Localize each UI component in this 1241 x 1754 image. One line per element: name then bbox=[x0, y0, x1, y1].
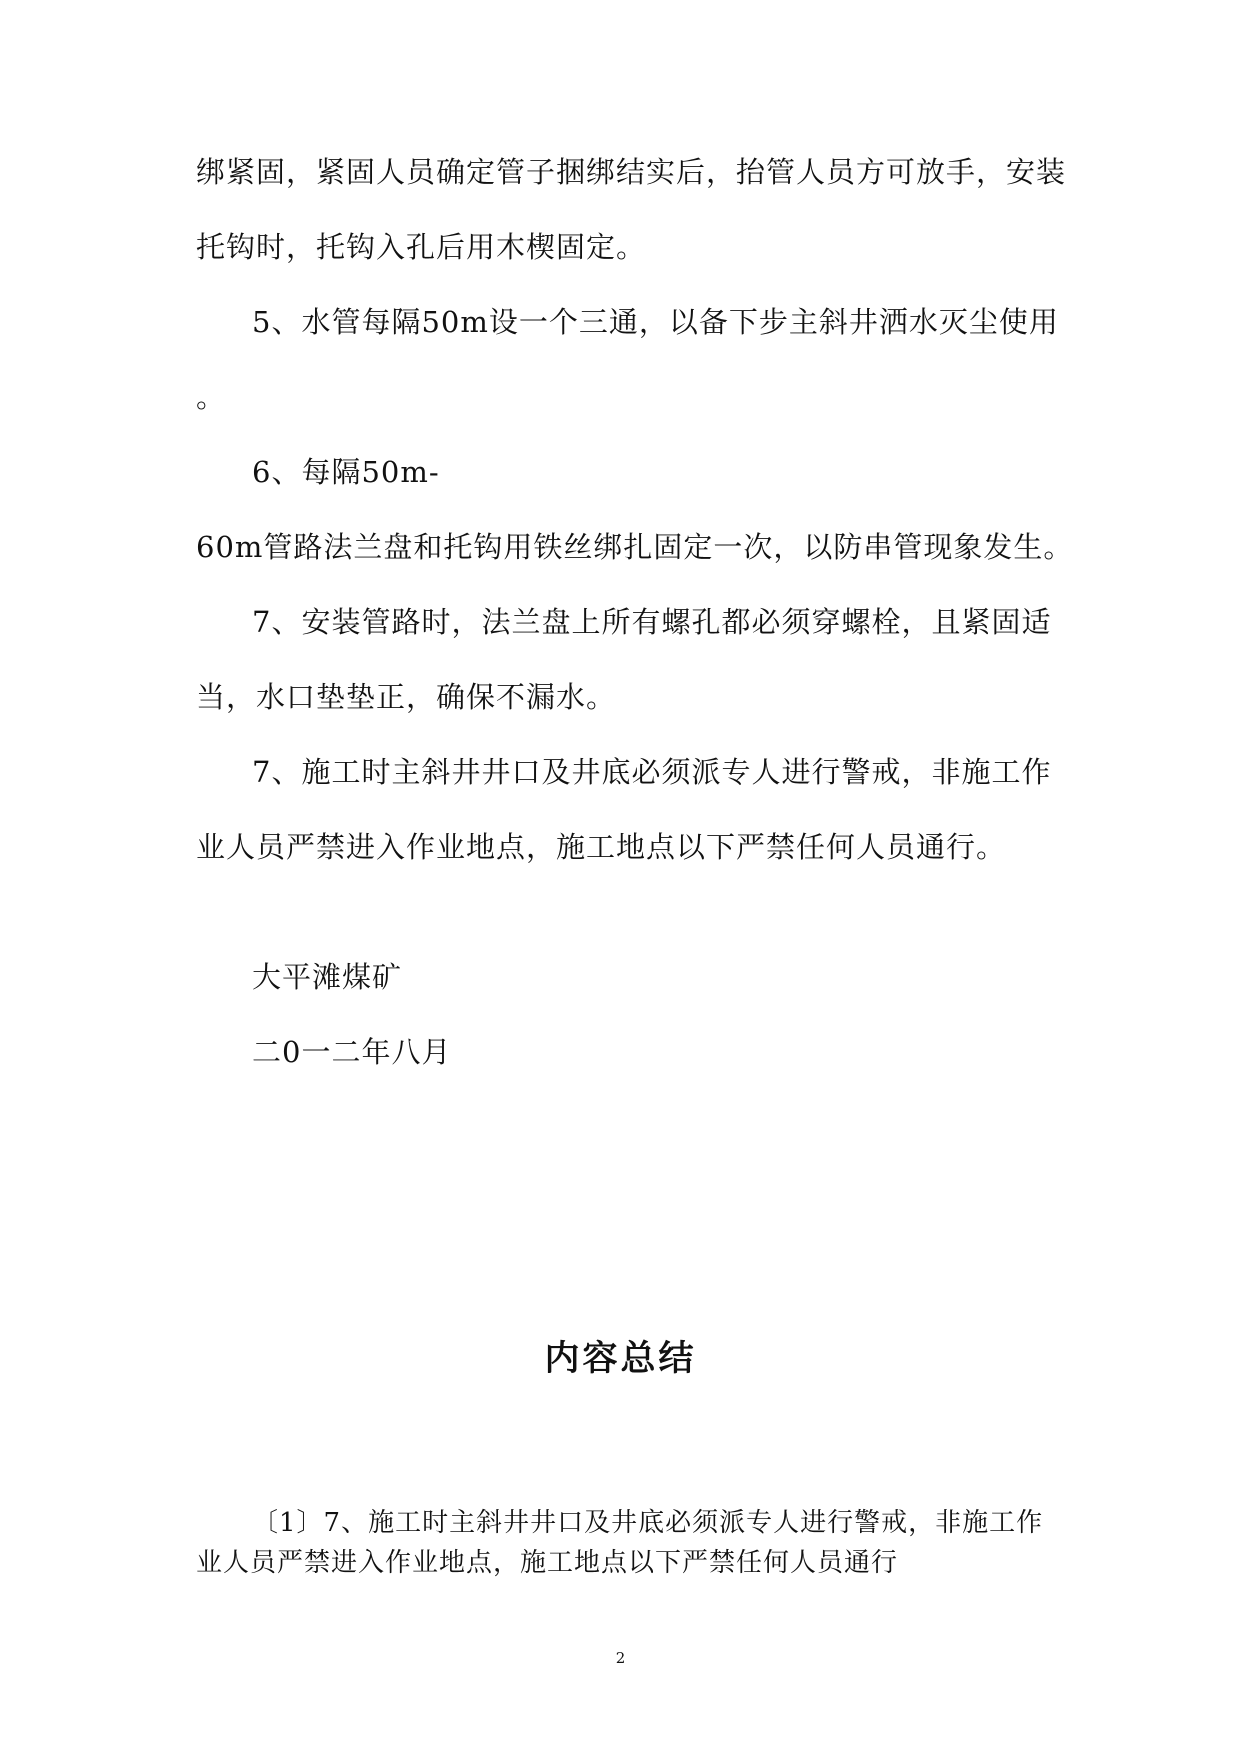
summary-title: 内容总结 bbox=[544, 1339, 697, 1379]
summary-line: 业人员严禁进入作业地点，施工地点以下严禁任何人员通行 bbox=[196, 1548, 899, 1578]
body-line: 60m管路法兰盘和托钩用铁丝绑扎固定一次，以防串管现象发生。 bbox=[196, 530, 1074, 564]
body-line: 绑紧固，紧固人员确定管子捆绑结实后，抬管人员方可放手，安装 bbox=[196, 155, 1067, 189]
body-line: 托钩时，托钩入孔后用木楔固定。 bbox=[196, 230, 647, 264]
body-line: 7、安装管路时，法兰盘上所有螺孔都必须穿螺栓，且紧固适 bbox=[252, 605, 1052, 639]
body-line: 5、水管每隔50m设一个三通，以备下步主斜井洒水灭尘使用 bbox=[252, 305, 1059, 339]
body-line: 6、每隔50m- bbox=[252, 455, 440, 489]
body-line: 。 bbox=[196, 380, 227, 414]
body-line: 业人员严禁进入作业地点，施工地点以下严禁任何人员通行。 bbox=[196, 830, 1007, 864]
body-line: 当，水口垫垫正，确保不漏水。 bbox=[196, 680, 617, 714]
body-line: 7、施工时主斜井井口及井底必须派专人进行警戒，非施工作 bbox=[252, 755, 1052, 789]
page-number: 2 bbox=[615, 1649, 626, 1667]
signature-date: 二0一二年八月 bbox=[252, 1035, 452, 1069]
summary-line: 〔1〕7、施工时主斜井井口及井底必须派专人进行警戒，非施工作 bbox=[252, 1508, 1044, 1538]
signature-organization: 大平滩煤矿 bbox=[252, 960, 403, 994]
